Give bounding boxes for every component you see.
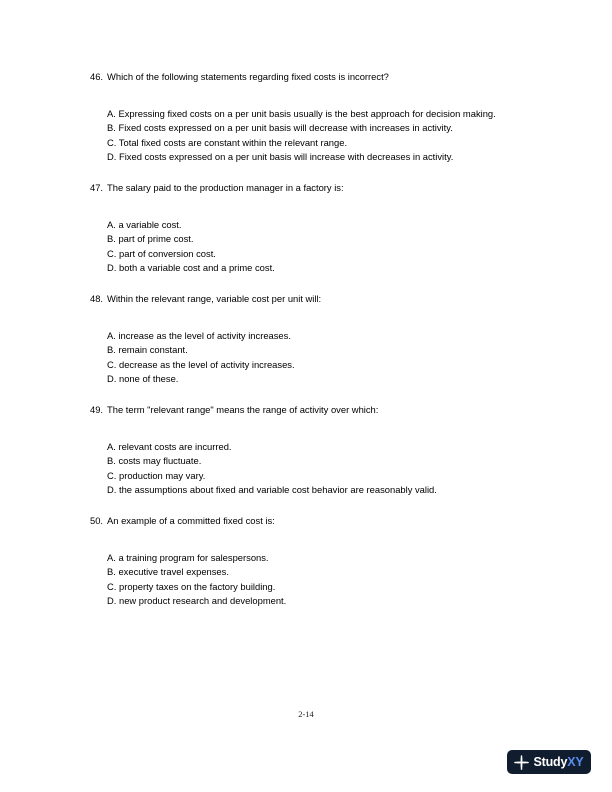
brand-study: Study (533, 754, 568, 769)
answer-choice-c: C. part of conversion cost. (107, 247, 216, 259)
answer-choice-a: A. increase as the level of activity increases. (107, 329, 291, 341)
answer-choice-a: A. Expressing fixed costs on a per unit basis usually is the best approach for decision making. (107, 107, 496, 119)
question-50 (90, 514, 560, 609)
answer-choice-b: B. executive travel expenses. (107, 566, 229, 577)
question-text: The salary paid to the production manager in a factory is: (107, 182, 344, 193)
answer-choices (107, 440, 560, 498)
answer-choice-a: A. a training program for salespersons. (107, 551, 269, 563)
answer-choice-c: C. Total fixed costs are constant within the relevant range. (107, 136, 348, 148)
answer-choices (107, 551, 560, 609)
brand-xy: XY (567, 754, 584, 769)
question-number: 46. (90, 71, 104, 82)
question-number: 47. (90, 182, 104, 193)
answer-choices (107, 218, 560, 276)
answer-choice-b: B. Fixed costs expressed on a per unit basis will decrease with increases in activity. (107, 122, 453, 133)
question-text: An example of a committed fixed cost is: (107, 515, 275, 526)
answer-choice-d: D. Fixed costs expressed on a per unit basis will increase with decreases in activity. (107, 151, 454, 162)
answer-choice-d: D. the assumptions about fixed and variable cost behavior are reasonably valid. (107, 484, 437, 495)
studyxy-logo-text (533, 756, 583, 769)
answer-choice-c: C. production may vary. (107, 469, 206, 481)
answer-choice-d: D. new product research and development. (107, 595, 287, 606)
answer-choice-c: C. property taxes on the factory building. (107, 580, 276, 592)
answer-choice-a: A. a variable cost. (107, 218, 182, 230)
question-number: 50. (90, 515, 104, 526)
question-text: The term "relevant range" means the range of activity over which: (107, 404, 379, 415)
studyxy-badge[interactable] (507, 750, 591, 774)
answer-choice-d: D. none of these. (107, 373, 179, 384)
answer-choices (107, 107, 560, 165)
answer-choice-c: C. decrease as the level of activity increases. (107, 358, 295, 370)
question-48 (90, 292, 560, 387)
question-text: Which of the following statements regarding fixed costs is incorrect? (107, 71, 389, 82)
answer-choice-d: D. both a variable cost and a prime cost. (107, 262, 275, 273)
page-number: 2-14 (298, 709, 314, 719)
question-49 (90, 403, 560, 498)
question-46 (90, 70, 560, 165)
answer-choice-b: B. part of prime cost. (107, 233, 194, 244)
answer-choice-b: B. remain constant. (107, 344, 188, 355)
question-text: Within the relevant range, variable cost per unit will: (107, 293, 322, 304)
question-number: 48. (90, 293, 104, 304)
plus-icon (514, 755, 529, 770)
answer-choices (107, 329, 560, 387)
answer-choice-b: B. costs may fluctuate. (107, 455, 202, 466)
answer-choice-a: A. relevant costs are incurred. (107, 440, 232, 452)
question-number: 49. (90, 404, 104, 415)
question-47 (90, 181, 560, 276)
